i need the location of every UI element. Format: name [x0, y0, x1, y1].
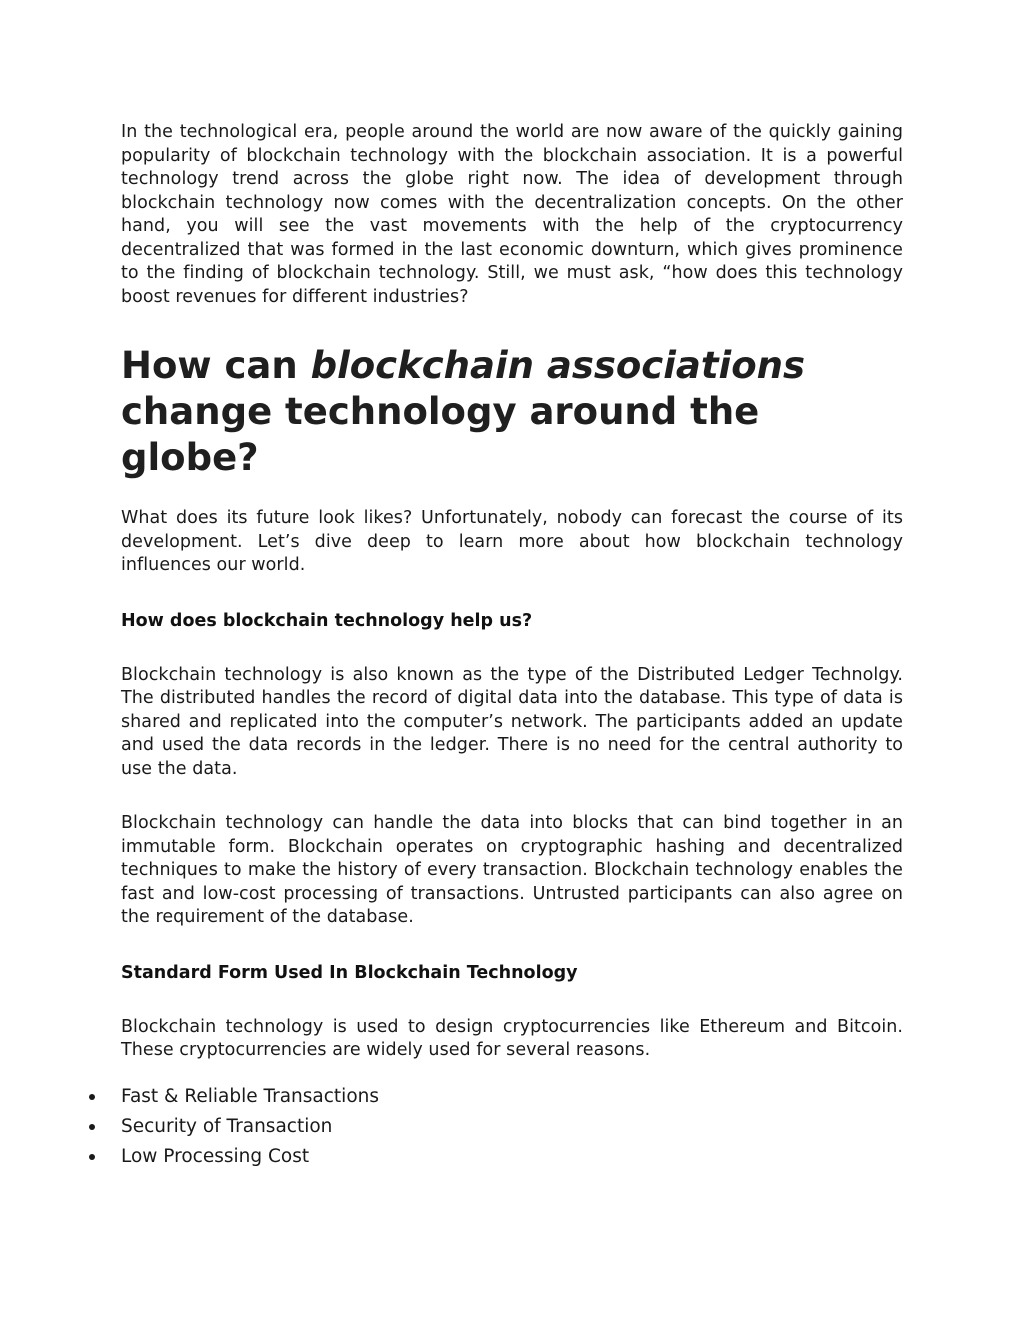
intro-paragraph: In the technological era, people around the world are now aware of the quickly gaining popularity of blockchain technology with the blockchain association. It is a powerful technology trend across the globe right now. The idea of development through blockchain technology now comes with the decentralization concepts. On the other hand, you will see the vast movements with the help of the cryptocurrency decentralized that was formed in the last economic downturn, which gives prominence to the finding of blockchain technology. Still, we must ask, “how does this technology boost revenues for different industries?	[121, 122, 903, 307]
section-heading-standard-form: Standard Form Used In Blockchain Technology	[121, 962, 578, 983]
main-heading-prefix: How can	[121, 344, 311, 387]
dlt-paragraph: Blockchain technology is also known as the type of the Distributed Ledger Technolgy. The distributed handles the record of digital data into the database. This type of data is shared and replicated into the computer’s network. The participants added an update and used the data records in the ledger. There is no need for the central authority to use the data.	[121, 664, 903, 779]
future-paragraph: What does its future look likes? Unfortunately, nobody can forecast the course of its development. Let’s dive deep to learn more about how blockchain technology influences our world.	[121, 508, 903, 575]
main-heading-suffix: change technology around the globe?	[121, 390, 760, 479]
main-heading-italic: blockchain associations	[310, 344, 806, 387]
bullet-icon	[89, 1124, 95, 1130]
reasons-list	[0, 1084, 1024, 1174]
blocks-paragraph: Blockchain technology can handle the data into blocks that can bind together in an immutable form. Blockchain operates on cryptographic hashing and decentralized techniques to make the history of every transaction. Blockchain technology enables the fast and low-cost processing of transactions. Untrusted participants can also agree on the requirement of the database.	[121, 813, 903, 927]
cryptocurrency-paragraph: Blockchain technology is used to design cryptocurrencies like Ethereum and Bitcoin. These cryptocurrencies are widely used for several reasons.	[121, 1016, 903, 1060]
list-item-label: Low Processing Cost	[121, 1146, 310, 1167]
bullet-icon	[89, 1094, 95, 1100]
list-item-label: Security of Transaction	[121, 1116, 333, 1137]
list-item	[0, 1114, 1024, 1144]
list-item	[0, 1144, 1024, 1174]
bullet-icon	[89, 1154, 95, 1160]
section-heading-help: How does blockchain technology help us?	[121, 610, 533, 631]
list-item-label: Fast & Reliable Transactions	[121, 1086, 379, 1107]
main-heading	[121, 343, 821, 481]
list-item	[0, 1084, 1024, 1114]
document-body	[121, 121, 903, 1063]
